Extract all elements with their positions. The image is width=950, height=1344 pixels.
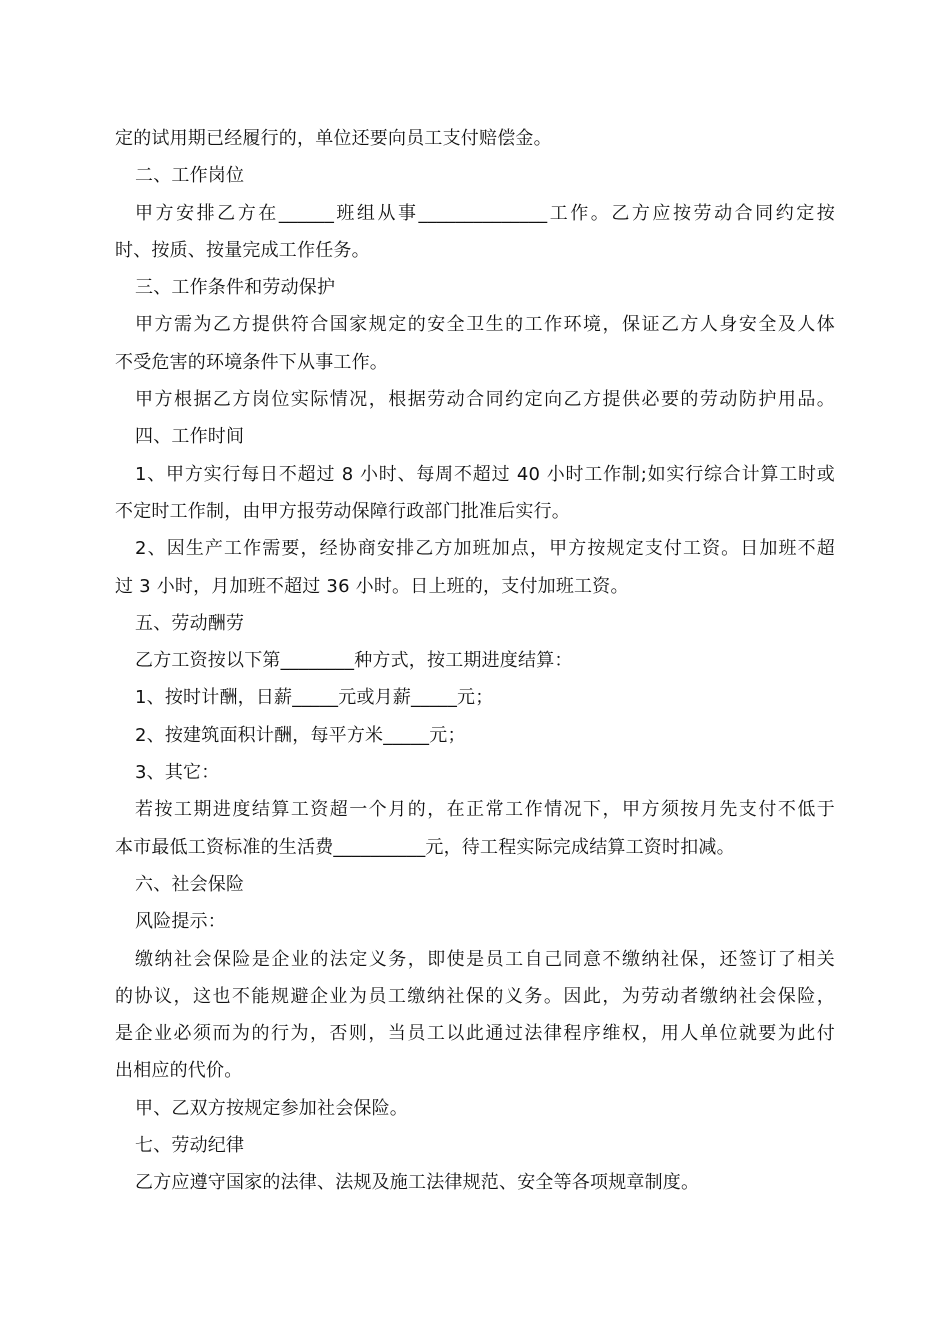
text-line: 甲、乙双方按规定参加社会保险。 — [135, 1097, 408, 1119]
text-line: 3、其它： — [135, 762, 220, 784]
text-line: 的协议，这也不能规避企业为员工缴纳社保的义务。因此，为劳动者缴纳社会保险， — [115, 985, 835, 1007]
text-line: 二、工作岗位 — [135, 165, 245, 187]
text-line: 甲方根据乙方岗位实际情况，根据劳动合同约定向乙方提供必要的劳动防护用品。 — [135, 389, 835, 411]
text-line: 乙方工资按以下第________种方式，按工期进度结算： — [135, 650, 573, 672]
text-line: 六、社会保险 — [135, 873, 245, 895]
text-line: 乙方应遵守国家的法律、法规及施工法律规范、安全等各项规章制度。 — [135, 1172, 700, 1194]
text-line: 时、按质、按量完成工作任务。 — [115, 239, 370, 261]
text-line: 2、因生产工作需要，经协商安排乙方加班加点，甲方按规定支付工资。日加班不超 — [135, 538, 835, 560]
text-line: 不受危害的环境条件下从事工作。 — [115, 351, 388, 373]
text-line: 不定时工作制，由甲方报劳动保障行政部门批准后实行。 — [115, 500, 570, 522]
text-line: 1、按时计酬，日薪_____元或月薪_____元； — [135, 687, 494, 709]
text-line: 风险提示： — [135, 911, 226, 933]
text-line: 定的试用期已经履行的，单位还要向员工支付赔偿金。 — [115, 128, 552, 149]
text-line: 甲方安排乙方在______班组从事______________工作。乙方应按劳动合同约定按 — [135, 202, 835, 224]
text-line: 本市最低工资标准的生活费__________元，待工程实际完成结算工资时扣减。 — [115, 836, 735, 858]
text-line: 甲方需为乙方提供符合国家规定的安全卫生的工作环境，保证乙方人身安全及人体 — [135, 314, 835, 336]
text-line: 四、工作时间 — [135, 426, 245, 448]
text-line: 三、工作条件和劳动保护 — [135, 277, 336, 299]
text-line: 若按工期进度结算工资超一个月的，在正常工作情况下，甲方须按月先支付不低于 — [135, 799, 835, 821]
text-line: 出相应的代价。 — [115, 1060, 243, 1082]
text-line: 五、劳动酬劳 — [135, 612, 245, 634]
text-line: 缴纳社会保险是企业的法定义务，即使是员工自己同意不缴纳社保，还签订了相关 — [135, 948, 835, 970]
text-line: 2、按建筑面积计酬，每平方米_____元； — [135, 724, 466, 746]
text-line: 1、甲方实行每日不超过 8 小时、每周不超过 40 小时工作制;如实行综合计算工时或 — [135, 463, 835, 485]
text-line: 七、劳动纪律 — [135, 1135, 245, 1157]
text-line: 是企业必须而为的行为，否则，当员工以此通过法律程序维权，用人单位就要为此付 — [115, 1023, 835, 1045]
document-body — [115, 120, 835, 1202]
text-line: 过 3 小时，月加班不超过 36 小时。日上班的，支付加班工资。 — [115, 575, 629, 597]
